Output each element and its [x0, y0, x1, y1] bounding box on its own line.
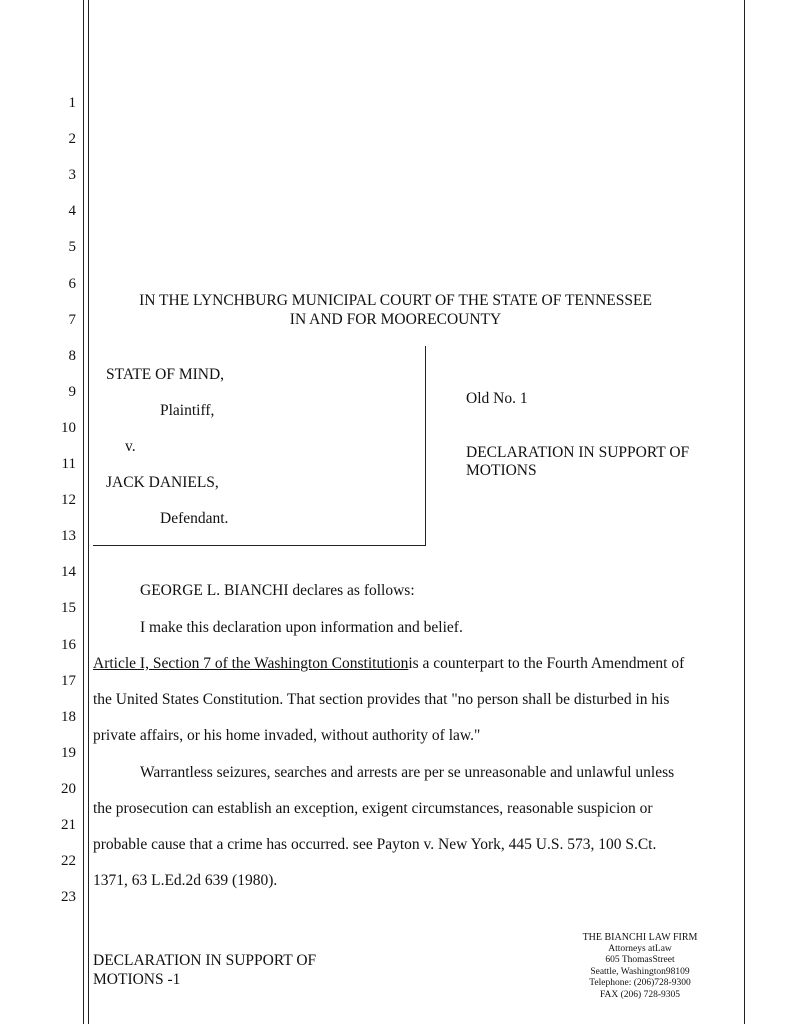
case-number: Old No. 1	[466, 390, 528, 407]
court-heading-line1: IN THE LYNCHBURG MUNICIPAL COURT OF THE STATE OF TENNESSEE	[139, 292, 652, 309]
citation-continuation: is a counterpart to the Fourth Amendment of	[408, 655, 685, 672]
footer-title-line2: MOTIONS -1	[93, 971, 181, 988]
line-number: 13	[61, 528, 76, 545]
law-firm-block	[560, 932, 720, 1001]
footer-title-line1: DECLARATION IN SUPPORT OF	[93, 952, 317, 969]
line-number: 5	[68, 239, 76, 256]
court-heading-line2: IN AND FOR MOORECOUNTY	[289, 311, 502, 328]
body-line-18: the United States Constitution. That section provides that "no person shall be disturbed in his	[93, 691, 670, 708]
firm-role: Attorneys atLaw	[608, 943, 672, 954]
line-number: 17	[61, 672, 76, 689]
plaintiff-role: Plaintiff,	[160, 402, 215, 419]
left-margin-rule	[83, 0, 84, 1024]
firm-street: 605 ThomasStreet	[605, 955, 675, 965]
versus-label: v.	[125, 438, 136, 455]
caption-divider-horizontal	[93, 545, 426, 546]
line-number: 15	[61, 600, 76, 617]
line-number: 14	[61, 564, 76, 581]
line-number: 6	[68, 275, 76, 292]
body-line-19: private affairs, or his home invaded, without authority of law."	[93, 727, 481, 744]
line-number: 18	[61, 708, 76, 725]
line-number: 23	[61, 889, 76, 906]
line-number: 22	[61, 853, 76, 870]
declaration-basis: I make this declaration upon information and belief.	[140, 619, 463, 636]
line-number: 20	[61, 780, 76, 797]
document-title-line2: MOTIONS	[466, 462, 537, 479]
right-margin-rule	[744, 0, 745, 1024]
line-number: 12	[61, 492, 76, 509]
firm-city: Seattle, Washington98109	[590, 966, 690, 977]
line-number: 19	[61, 744, 76, 761]
line-number: 16	[61, 636, 76, 653]
body-line-23: 1371, 63 L.Ed.2d 639 (1980).	[93, 872, 278, 889]
defendant-role: Defendant.	[160, 510, 229, 527]
firm-phone: Telephone: (206)728-9300	[589, 978, 691, 988]
line-number: 8	[68, 347, 76, 364]
firm-fax: FAX (206) 728-9305	[599, 989, 681, 1000]
document-title-line1: DECLARATION IN SUPPORT OF	[466, 444, 690, 461]
line-number: 1	[68, 95, 76, 111]
body-line-20: Warrantless seizures, searches and arrests are per se unreasonable and unlawful unless	[140, 764, 675, 781]
caption-divider-vertical	[425, 346, 426, 546]
left-margin-rule-inner	[88, 0, 89, 1024]
line-number: 10	[61, 419, 76, 436]
line-number: 21	[61, 817, 76, 833]
body-line-21: the prosecution can establish an exception, exigent circumstances, reasonable suspicion or	[93, 800, 653, 817]
constitution-citation: Article I, Section 7 of the Washington Constitution	[93, 655, 409, 672]
footer-document-title	[93, 951, 316, 989]
line-number: 2	[68, 131, 76, 148]
declarant-intro: GEORGE L. BIANCHI declares as follows:	[140, 582, 415, 599]
line-number: 9	[68, 383, 76, 400]
line-number: 3	[68, 167, 76, 184]
firm-name: THE BIANCHI LAW FIRM	[582, 932, 698, 943]
line-number: 11	[61, 456, 76, 472]
plaintiff-name: STATE OF MIND,	[106, 366, 225, 383]
line-number: 4	[68, 203, 76, 220]
body-line-17	[93, 655, 684, 673]
defendant-name: JACK DANIELS,	[106, 474, 219, 491]
line-number: 7	[68, 311, 76, 328]
body-line-22: probable cause that a crime has occurred. see Payton v. New York, 445 U.S. 573, 100 S.Ct.	[93, 836, 657, 853]
